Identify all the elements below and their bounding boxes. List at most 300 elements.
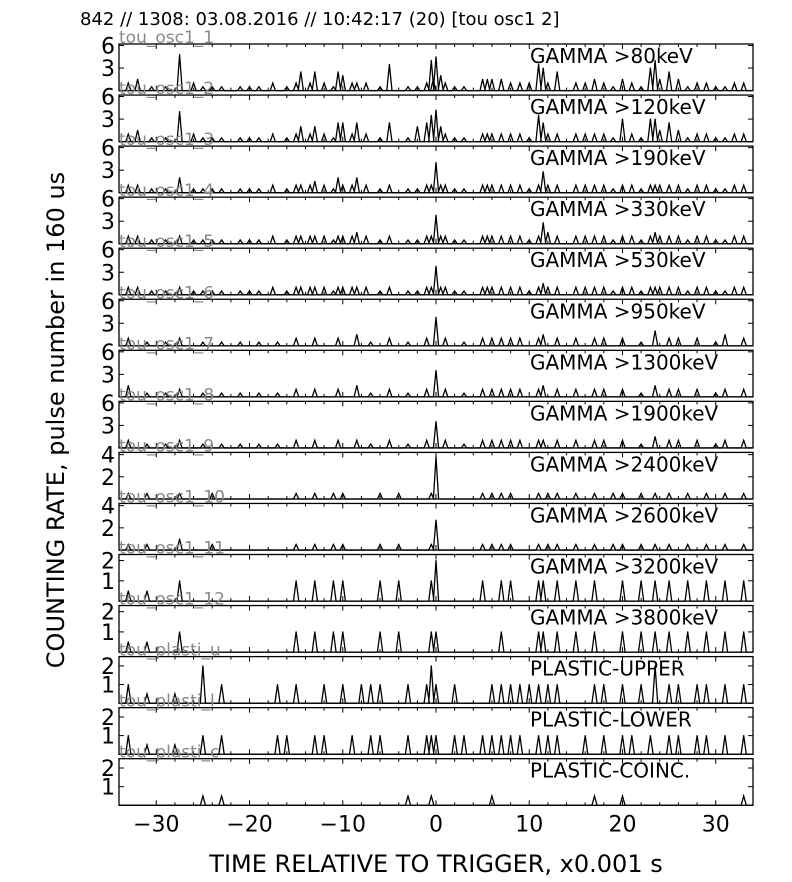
data-point: [510, 287, 511, 288]
data-point: [482, 440, 483, 441]
data-point: [669, 580, 670, 581]
data-point: [202, 795, 203, 796]
data-point: [603, 185, 604, 186]
data-point: [743, 493, 744, 494]
data-point: [743, 631, 744, 632]
data-point: [407, 735, 408, 736]
data-point: [724, 239, 725, 240]
data-point: [356, 440, 357, 441]
data-point: [594, 631, 595, 632]
data-point: [519, 236, 520, 237]
data-point: [179, 54, 180, 55]
y-axis-label: COUNTING RATE, pulse number in 160 us: [42, 171, 70, 669]
data-point: [352, 236, 353, 237]
data-point: [426, 389, 427, 390]
data-point: [519, 185, 520, 186]
y-tick-label: 6: [101, 85, 115, 111]
y-tick-label: 1: [101, 724, 115, 750]
data-point: [678, 440, 679, 441]
data-point: [641, 580, 642, 581]
data-point: [715, 239, 716, 240]
data-point: [669, 71, 670, 72]
data-point: [575, 236, 576, 237]
data-point: [380, 239, 381, 240]
data-point: [715, 444, 716, 445]
data-point: [366, 287, 367, 288]
data-point: [221, 342, 222, 343]
data-point: [594, 580, 595, 581]
data-point: [641, 631, 642, 632]
y-tick-label: 1: [101, 620, 115, 646]
data-point: [669, 544, 670, 545]
chart-header: 842 // 1308: 03.08.2016 // 10:42:17 (20) [tou osc1 2]: [80, 9, 560, 30]
data-point: [501, 580, 502, 581]
channel-label: tou_osc1_5: [119, 232, 215, 253]
channel-label: tou_plasti_l: [119, 691, 215, 712]
data-point: [445, 185, 446, 186]
data-point: [333, 239, 334, 240]
y-tick-label: 2: [101, 465, 115, 491]
data-point: [655, 493, 656, 494]
data-point: [333, 493, 334, 494]
data-point: [575, 544, 576, 545]
y-tick-label: 3: [101, 210, 115, 236]
data-point: [510, 338, 511, 339]
data-point: [482, 580, 483, 581]
data-point: [678, 389, 679, 390]
data-point: [650, 185, 651, 186]
data-point: [487, 287, 488, 288]
data-point: [603, 236, 604, 237]
data-point: [333, 86, 334, 87]
data-point: [454, 188, 455, 189]
data-point: [631, 236, 632, 237]
data-point: [622, 684, 623, 685]
data-point: [277, 393, 278, 394]
data-point: [669, 493, 670, 494]
data-point: [463, 393, 464, 394]
data-point: [398, 493, 399, 494]
data-point: [575, 134, 576, 135]
data-point: [547, 493, 548, 494]
data-point: [258, 188, 259, 189]
data-point: [454, 684, 455, 685]
data-point: [543, 122, 544, 123]
data-point: [743, 185, 744, 186]
channel-label: tou_osc1_8: [119, 385, 215, 406]
data-point: [407, 86, 408, 87]
data-point: [463, 137, 464, 138]
data-point: [286, 239, 287, 240]
data-point: [631, 287, 632, 288]
data-point: [538, 236, 539, 237]
data-point: [501, 544, 502, 545]
data-point: [221, 444, 222, 445]
data-point: [352, 185, 353, 186]
panel-label: GAMMA >120keV: [530, 95, 706, 120]
data-point: [706, 493, 707, 494]
data-point: [300, 126, 301, 127]
data-point: [547, 735, 548, 736]
data-point: [431, 493, 432, 494]
data-point: [622, 79, 623, 80]
data-point: [454, 239, 455, 240]
data-point: [435, 110, 436, 111]
data-point: [734, 134, 735, 135]
x-tick-label: −20: [226, 812, 273, 838]
data-point: [431, 287, 432, 288]
data-point: [221, 795, 222, 796]
data-point: [622, 338, 623, 339]
y-tick-label: 3: [101, 57, 115, 83]
data-point: [743, 134, 744, 135]
data-point: [487, 79, 488, 80]
data-point: [310, 134, 311, 135]
data-point: [491, 389, 492, 390]
data-point: [296, 493, 297, 494]
data-point: [202, 665, 203, 666]
data-point: [669, 122, 670, 123]
data-point: [678, 185, 679, 186]
data-point: [743, 684, 744, 685]
y-tick-label: 2: [101, 516, 115, 542]
data-point: [324, 684, 325, 685]
data-point: [594, 795, 595, 796]
panel-label: GAMMA >530keV: [530, 248, 706, 273]
data-point: [338, 287, 339, 288]
y-tick-label: 1: [101, 775, 115, 801]
data-point: [538, 440, 539, 441]
data-point: [482, 544, 483, 545]
data-point: [296, 544, 297, 545]
data-point: [501, 389, 502, 390]
data-point: [594, 493, 595, 494]
data-point: [519, 735, 520, 736]
data-point: [314, 735, 315, 736]
data-point: [603, 389, 604, 390]
data-point: [380, 290, 381, 291]
data-point: [454, 290, 455, 291]
data-point: [179, 177, 180, 178]
data-point: [641, 290, 642, 291]
data-point: [594, 440, 595, 441]
data-point: [706, 236, 707, 237]
data-point: [440, 185, 441, 186]
data-point: [435, 520, 436, 521]
data-point: [491, 287, 492, 288]
data-point: [501, 236, 502, 237]
data-point: [706, 580, 707, 581]
data-point: [482, 185, 483, 186]
channel-label: tou_plasti_u: [119, 640, 221, 661]
data-point: [314, 181, 315, 182]
data-point: [538, 338, 539, 339]
data-point: [734, 236, 735, 237]
data-point: [433, 79, 434, 80]
data-point: [724, 137, 725, 138]
data-point: [678, 287, 679, 288]
data-point: [342, 75, 343, 76]
data-point: [366, 185, 367, 186]
data-point: [296, 185, 297, 186]
data-point: [258, 239, 259, 240]
data-point: [435, 317, 436, 318]
data-point: [678, 79, 679, 80]
data-point: [435, 266, 436, 267]
data-point: [338, 236, 339, 237]
channel-label: tou_osc1_12: [119, 589, 225, 610]
data-point: [314, 236, 315, 237]
data-point: [487, 185, 488, 186]
data-point: [417, 239, 418, 240]
data-point: [286, 735, 287, 736]
data-point: [501, 493, 502, 494]
data-point: [342, 236, 343, 237]
data-point: [743, 735, 744, 736]
channel-label: tou_osc1_4: [119, 181, 215, 202]
data-point: [310, 185, 311, 186]
data-point: [641, 342, 642, 343]
data-point: [445, 389, 446, 390]
data-point: [435, 215, 436, 216]
data-point: [538, 287, 539, 288]
data-point: [641, 493, 642, 494]
data-point: [655, 287, 656, 288]
y-tick-label: 3: [101, 414, 115, 440]
data-point: [366, 134, 367, 135]
data-point: [529, 83, 530, 84]
data-point: [655, 631, 656, 632]
data-point: [435, 370, 436, 371]
data-point: [342, 122, 343, 123]
data-point: [249, 290, 250, 291]
y-tick-label: 3: [101, 261, 115, 287]
data-point: [594, 338, 595, 339]
data-point: [706, 631, 707, 632]
data-point: [361, 684, 362, 685]
data-point: [613, 290, 614, 291]
data-point: [463, 444, 464, 445]
data-point: [380, 580, 381, 581]
data-point: [221, 393, 222, 394]
data-point: [482, 735, 483, 736]
data-point: [380, 631, 381, 632]
data-point: [697, 134, 698, 135]
panel-label: GAMMA >1300keV: [530, 350, 719, 375]
data-point: [324, 83, 325, 84]
data-point: [431, 544, 432, 545]
data-point: [594, 236, 595, 237]
y-tick-label: 6: [101, 340, 115, 366]
x-axis-label: TIME RELATIVE TO TRIGGER, x0.001 s: [209, 850, 663, 878]
data-point: [687, 544, 688, 545]
data-point: [431, 631, 432, 632]
data-point: [557, 544, 558, 545]
data-point: [491, 440, 492, 441]
data-point: [519, 83, 520, 84]
data-point: [547, 134, 548, 135]
data-point: [356, 334, 357, 335]
data-point: [398, 631, 399, 632]
data-point: [338, 338, 339, 339]
data-point: [426, 185, 427, 186]
data-point: [272, 236, 273, 237]
data-point: [286, 137, 287, 138]
data-point: [463, 342, 464, 343]
data-point: [240, 342, 241, 343]
data-point: [678, 735, 679, 736]
data-point: [641, 684, 642, 685]
data-point: [519, 440, 520, 441]
data-point: [426, 338, 427, 339]
y-tick-label: 6: [101, 238, 115, 264]
data-point: [594, 684, 595, 685]
data-point: [557, 493, 558, 494]
data-point: [622, 580, 623, 581]
panel-label: GAMMA >1900keV: [530, 401, 719, 426]
y-tick-label: 6: [101, 34, 115, 60]
data-point: [324, 134, 325, 135]
data-point: [338, 440, 339, 441]
data-point: [687, 290, 688, 291]
data-point: [706, 735, 707, 736]
data-point: [440, 75, 441, 76]
data-point: [356, 122, 357, 123]
data-point: [622, 795, 623, 796]
panel-label: PLASTIC-UPPER: [530, 656, 685, 681]
channel-label: tou_osc1_11: [119, 538, 225, 559]
data-point: [613, 86, 614, 87]
data-point: [324, 185, 325, 186]
data-point: [622, 631, 623, 632]
data-point: [706, 185, 707, 186]
data-point: [370, 444, 371, 445]
data-point: [724, 684, 725, 685]
data-point: [389, 122, 390, 123]
data-point: [659, 130, 660, 131]
data-point: [272, 287, 273, 288]
data-point: [659, 287, 660, 288]
data-point: [501, 134, 502, 135]
channel-label: tou_osc1_7: [119, 334, 215, 355]
data-point: [543, 222, 544, 223]
data-point: [724, 631, 725, 632]
data-point: [482, 287, 483, 288]
data-point: [258, 444, 259, 445]
data-point: [258, 137, 259, 138]
data-point: [538, 493, 539, 494]
data-point: [310, 236, 311, 237]
data-point: [356, 83, 357, 84]
data-point: [407, 795, 408, 796]
data-point: [547, 185, 548, 186]
data-point: [435, 631, 436, 632]
data-point: [491, 79, 492, 80]
data-point: [697, 236, 698, 237]
data-point: [426, 440, 427, 441]
data-point: [669, 735, 670, 736]
data-point: [356, 232, 357, 233]
y-tick-label: 6: [101, 136, 115, 162]
data-point: [585, 236, 586, 237]
data-point: [352, 134, 353, 135]
data-point: [510, 134, 511, 135]
data-point: [650, 236, 651, 237]
data-point: [734, 185, 735, 186]
data-point: [407, 444, 408, 445]
data-point: [426, 83, 427, 84]
data-point: [333, 580, 334, 581]
data-point: [594, 134, 595, 135]
data-point: [296, 338, 297, 339]
data-point: [333, 188, 334, 189]
data-point: [342, 287, 343, 288]
data-point: [585, 83, 586, 84]
data-point: [431, 60, 432, 61]
data-point: [543, 385, 544, 386]
data-point: [715, 188, 716, 189]
data-point: [296, 440, 297, 441]
data-point: [641, 137, 642, 138]
data-point: [538, 580, 539, 581]
data-point: [370, 735, 371, 736]
data-point: [272, 185, 273, 186]
data-point: [342, 631, 343, 632]
data-point: [613, 188, 614, 189]
data-point: [543, 283, 544, 284]
data-point: [258, 290, 259, 291]
x-tick-label: −10: [319, 812, 366, 838]
data-point: [501, 338, 502, 339]
data-point: [314, 338, 315, 339]
data-point: [519, 389, 520, 390]
data-point: [706, 287, 707, 288]
y-tick-label: 1: [101, 673, 115, 699]
data-point: [659, 236, 660, 237]
data-point: [440, 287, 441, 288]
data-point: [380, 735, 381, 736]
data-point: [510, 440, 511, 441]
data-point: [314, 631, 315, 632]
data-point: [603, 134, 604, 135]
data-point: [407, 137, 408, 138]
data-point: [501, 735, 502, 736]
data-point: [510, 185, 511, 186]
data-point: [221, 188, 222, 189]
y-tick-label: 6: [101, 391, 115, 417]
data-point: [659, 79, 660, 80]
y-tick-label: 4: [101, 494, 115, 520]
data-point: [547, 544, 548, 545]
data-point: [338, 177, 339, 178]
data-point: [697, 185, 698, 186]
data-point: [547, 83, 548, 84]
data-point: [557, 236, 558, 237]
data-point: [314, 440, 315, 441]
data-point: [547, 232, 548, 233]
data-point: [426, 735, 427, 736]
panel-label: GAMMA >950keV: [530, 299, 706, 324]
data-point: [398, 580, 399, 581]
data-point: [417, 188, 418, 189]
data-point: [613, 544, 614, 545]
data-point: [655, 544, 656, 545]
data-point: [482, 389, 483, 390]
data-point: [221, 735, 222, 736]
data-point: [487, 236, 488, 237]
data-point: [655, 330, 656, 331]
y-tick-label: 3: [101, 312, 115, 338]
